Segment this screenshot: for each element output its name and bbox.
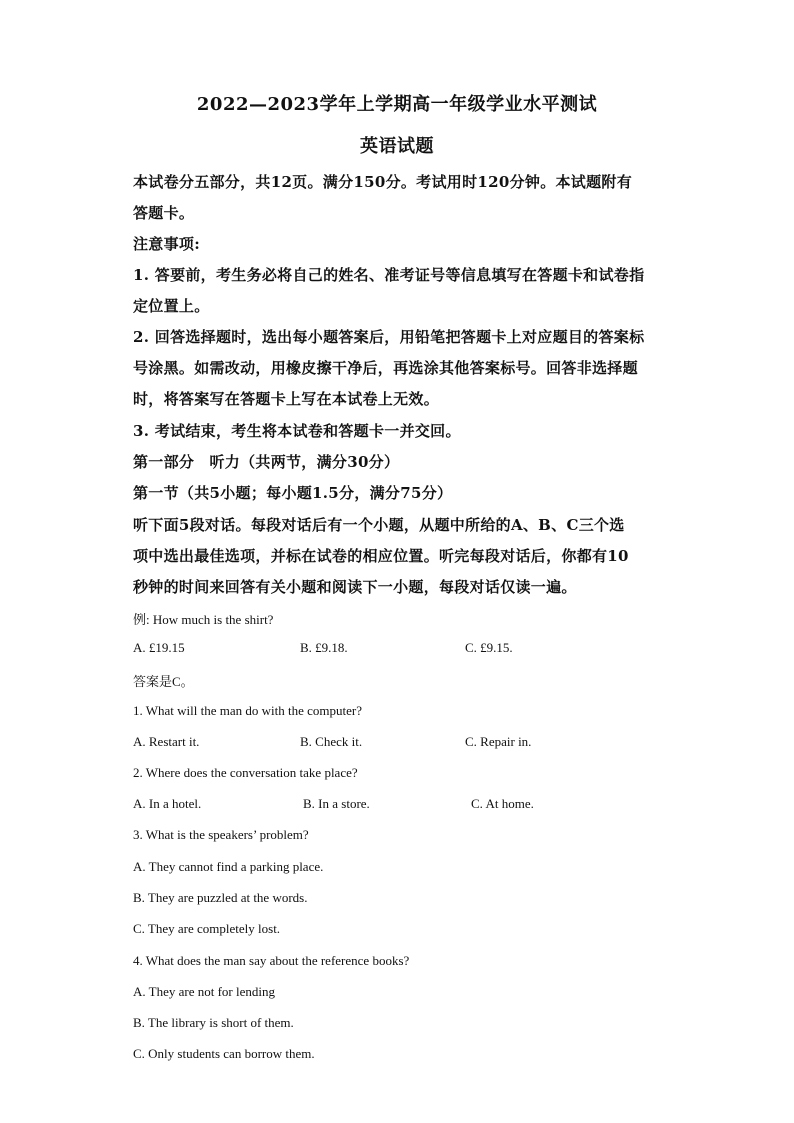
question-2-option-b: B. In a store. [303,796,370,811]
note-2-line-3: 时，将答案写在答题卡上写在本试卷上无效。 [133,390,440,408]
question-3: 3. What is the speakers’ problem? [133,827,309,842]
example-option-c: C. £9.15. [465,640,513,655]
question-4: 4. What does the man say about the reference books? [133,953,410,968]
note-1-line-2: 定位置上。 [133,297,210,315]
notes-heading: 注意事项: [133,235,201,253]
note-2-line-1: 2. 回答选择题时，选出每小题答案后，用铅笔把答题卡上对应题目的答案标 [133,328,645,346]
question-4-option-b: B. The library is short of them. [133,1015,294,1030]
question-2-option-c: C. At home. [471,796,534,811]
intro-line-2: 答题卡。 [133,204,195,222]
note-1-line-1: 1. 答要前，考生务必将自己的姓名、准考证号等信息填写在答题卡和试卷指 [133,266,645,284]
question-4-option-c: C. Only students can borrow them. [133,1046,315,1061]
note-3-line-1: 3. 考试结束，考生将本试卷和答题卡一并交回。 [133,422,461,440]
example-question: 例: How much is the shirt? [133,612,274,627]
question-3-option-b: B. They are puzzled at the words. [133,890,308,905]
example-option-a: A. £19.15 [133,640,185,655]
question-3-option-a: A. They cannot find a parking place. [133,859,324,874]
note-2-line-2: 号涂黑。如需改动，用橡皮擦干净后，再选涂其他答案标号。回答非选择题 [133,359,638,377]
question-1-option-b: B. Check it. [300,734,363,749]
section1-heading: 第一节（共5小题；每小题1.5分，满分75分） [133,484,453,502]
question-3-option-c: C. They are completely lost. [133,921,281,936]
listening-instruction-line-1: 听下面5段对话。每段对话后有一个小题，从题中所给的A、B、C三个选 [133,516,625,534]
question-2: 2. Where does the conversation take place? [133,765,358,780]
listening-instruction-line-2: 项中选出最佳选项，并标在试卷的相应位置。听完每段对话后，你都有10 [133,547,629,565]
question-1-option-a: A. Restart it. [133,734,200,749]
example-option-b: B. £9.18. [300,640,348,655]
exam-title: 2022—2023学年上学期高一年级学业水平测试 [196,94,598,115]
part1-heading: 第一部分 听力（共两节，满分30分） [133,453,400,471]
question-2-option-a: A. In a hotel. [133,796,202,811]
question-1-option-c: C. Repair in. [465,734,532,749]
listening-instruction-line-3: 秒钟的时间来回答有关小题和阅读下一小题，每段对话仅读一遍。 [133,578,577,596]
question-1: 1. What will the man do with the computer? [133,703,363,718]
exam-subtitle: 英语试题 [360,136,434,157]
intro-line-1: 本试卷分五部分，共12页。满分150分。考试用时120分钟。本试题附有 [133,173,632,191]
question-4-option-a: A. They are not for lending [133,984,275,999]
example-answer: 答案是C。 [133,674,194,689]
